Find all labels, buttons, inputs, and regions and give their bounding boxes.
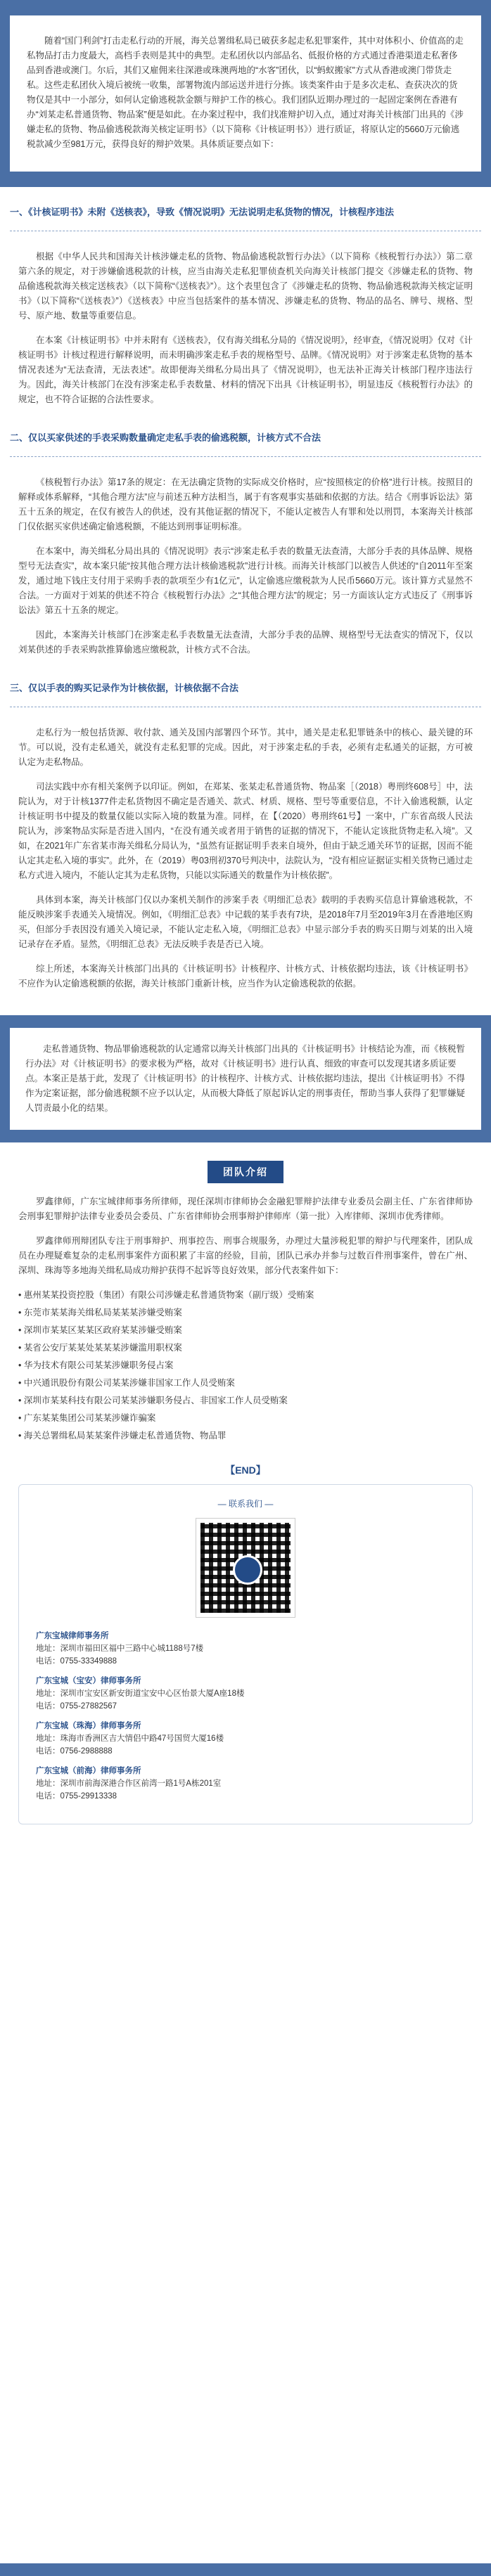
- team-section: [0, 1161, 491, 1443]
- team-heading: 团队介绍: [208, 1161, 283, 1183]
- section-2-para-3: 因此，本案海关计核部门在涉案走私手表数量无法查清，大部分手表的品牌、规格型号无法查实的情况下，仅以刘某供述的手表采购款推算偷逃应缴税款，计核方式不合法。: [18, 630, 473, 655]
- team-intro: 罗鑫律师，广东宝城律师事务所律师，现任深圳市律师协会金融犯罪辩护法律专业委员会副主任、广东省律师协会刑事犯罪辩护法律专业委员会委员、广东省律师协会刑事辩护律师库（第一批）入库律师、深圳市优秀律师。: [18, 1197, 473, 1221]
- office-item: [36, 1765, 455, 1803]
- office-item: [36, 1630, 455, 1668]
- section-3: [0, 674, 491, 1008]
- office-name: 广东宝城律师事务所: [36, 1632, 109, 1640]
- section-3-para-4: 综上所述，本案海关计核部门出具的《计核证明书》计核程序、计核方式、计核依据均违法，该《计核证明书》不应作为认定偷逃税额的依据，海关计核部门重新计核，应当作为认定偷逃税款的依据。: [18, 964, 473, 988]
- end-section: [0, 1463, 491, 1477]
- section-3-para-1: 走私行为一般包括货源、收付款、通关及国内部署四个环节。其中，通关是走私犯罪链条中的核心、最关键的环节。可以说，没有走私通关，就没有走私犯罪的完成。因此，对于涉案走私的手表，必须有走私通关的证据，方可被认定为走私物品。: [18, 728, 473, 767]
- contact-heading: — 联系我们 —: [217, 1499, 274, 1509]
- case-list: [18, 1288, 473, 1443]
- case-item: • 海关总署缉私局某某案件涉嫌走私普通货物、物品罪: [18, 1431, 227, 1441]
- case-item: • 中兴通讯股份有限公司某某涉嫌非国家工作人员受贿案: [18, 1378, 235, 1388]
- case-item: • 某省公安厅某某处某某某涉嫌滥用职权案: [18, 1343, 182, 1353]
- office-item: [36, 1720, 455, 1758]
- firm-logo-icon: [233, 1555, 262, 1585]
- intro-section: [0, 0, 491, 187]
- section-2-title: 二、仅以买家供述的手表采购数量确定走私手表的偷逃税额，计核方式不合法: [10, 432, 321, 443]
- section-1-para-1: 根据《中华人民共和国海关计核涉嫌走私的货物、物品偷逃税款暂行办法》（以下简称《核税暂行办法》）第二章第六条的规定，对于涉嫌偷逃税款的计核，应当由海关走私犯罪侦查机关向海关计核部门提交《涉嫌走私的货物、物品偷逃税款海关核定送核表》（以下简称“《送核表》”）。这个表里包含了《涉嫌走私的货物、物品偷逃税款海关核定证明书》（以下简称“《送核表》”）《送核表》中应当包括案件的基本情况、涉嫌走私的货物、物品的品名、牌号、规格、型号、原产地、数量等重要信息。: [18, 252, 473, 321]
- section-3-para-2: 司法实践中亦有相关案例予以印证。例如，在郑某、张某走私普通货物、物品案［（2018）粤刑终608号］中，法院认为，对于计核1377件走私货物因不确定是否通关、款式、材质、规格、型号等重要信息，不计入偷逃税额，认定计核证明书中提及的数量仅能以实际入境的数量为准。同样，在【（2020）粤刑终61号】一案中，广东省高级人民法院认为，涉案物品实际是否进入国内，“在没有通关或者用于销售的证据的情况下，不能认定该批货物走私入境”。又如，在2021年广东省某市海关缉私分局认为，“虽然有证据证明手表来自境外，但由于缺乏通关环节的证据，因而不能认定其走私入境的事实”。此外，在（2019）粤03刑初370号判决中，法院认为，“没有相应证据证实相关货物已通过走私方式进入境内，不能认定其为走私货物，只能以实际通关的数量作为计核依据”。: [18, 782, 473, 880]
- case-item: • 深圳市某某区某某区政府某某涉嫌受贿案: [18, 1325, 182, 1335]
- case-item: • 华为技术有限公司某某涉嫌职务侵占案: [18, 1360, 174, 1370]
- section-1: [0, 198, 491, 424]
- case-item: • 广东某某集团公司某某涉嫌诈骗案: [18, 1413, 156, 1423]
- end-label: 【END】: [225, 1464, 266, 1476]
- conclusion-paragraph: 走私普通货物、物品罪偷逃税款的认定通常以海关计核部门出具的《计核证明书》计核结论为准，而《核税暂行办法》对《计核证明书》的要求极为严格，故对《计核证明书》进行认真、细致的审查可以发现其诸多质证要点。本案正是基于此，发现了《计核证明书》的计核程序、计核方式、计核依据均违法，提出《计核证明书》不得作为定案证据，部分偷逃税额不应予以认定，从而极大降低了原起诉认定的刑事责任，帮助当事人获得了犯罪嫌疑人罚责最小化的结果。: [10, 1028, 481, 1130]
- office-phone: 电话：0755-27882567: [36, 1702, 117, 1711]
- qr-code-icon: [196, 1519, 295, 1617]
- office-phone: 电话：0756-2988888: [36, 1747, 113, 1756]
- office-phone: 电话：0755-29913338: [36, 1792, 117, 1801]
- office-name: 广东宝城（前海）律师事务所: [36, 1767, 141, 1775]
- office-item: [36, 1675, 455, 1713]
- case-item: • 深圳市某某科技有限公司某某涉嫌职务侵占、非国家工作人员受贿案: [18, 1396, 288, 1405]
- intro-paragraph: 随着“国门利剑”打击走私行动的开展，海关总署缉私局已破获多起走私犯罪案件，其中对体积小、价值高的走私物品打击力度最大，高档手表则是其中的典型。走私团伙以内部品名、低报价格的方式通过香港渠道走私奢侈品到香港或澳门。尔后，其们又雇佣来往深港或珠澳两地的“水客”团伙，以“蚂蚁搬家”方式从香港或澳门带货走私。这些走私团伙入境后被统一收集，部署物流内部运送并进行分拣。该类案件由于是多次走私、查获决次的货物仅是其中一小部分，如何认定偷逃税款金额与辩护工作的核心。我们团队近期办理过的一起固定案例在香港有办“刘某走私普通货物、物品案”便是如此。在办案过程中，我们找准辩护切入点，通过对海关计核部门出具的《涉嫌走私的货物、物品偷逃税款海关核定证明书》（以下简称《计核证明书》）进行质证，将原认定的5660万元偷逃税款减少至981万元，获得良好的辩护效果。具体质证要点如下：: [10, 15, 481, 172]
- contact-card: [18, 1484, 473, 1824]
- section-1-para-2: 在本案《计核证明书》中并未附有《送核表》，仅有海关缉私分局的《情况说明》，经审查，《情况说明》仅对《计核证明书》计核过程进行解释说明，而未明确涉案走私手表的规格型号、品牌。《情况说明》对于涉案走私货物的基本情况表述为“无法查清，无法表述”。故即便海关缉私分局出具了《情况说明》，也无法补正海关计核部门程序违法行为。因此，海关计核部门在没有涉案走私手表数量、材料的情况下出具《计核证明书》，明显违反《核税暂行办法》的规定，也不符合证据的合法性要求。: [18, 335, 473, 404]
- office-address: 地址：珠海市香洲区吉大情侣中路47号国贸大厦16楼: [36, 1734, 224, 1743]
- conclusion-section: [0, 1015, 491, 1142]
- office-name: 广东宝城（宝安）律师事务所: [36, 1677, 141, 1685]
- office-name: 广东宝城（珠海）律师事务所: [36, 1722, 141, 1730]
- footer-bar: [0, 2563, 491, 2576]
- section-3-para-3: 具体到本案，海关计核部门仅以办案机关制作的涉案手表《明细汇总表》载明的手表购买信息计算偷逃税款，不能反映涉案手表通关入境情况。例如，《明细汇总表》中记载的某手表有7块，是2018年7月至2019年3月在香港地区购买，但部分手表因没有通关入境记录，不能认定走私入境，《明细汇总表》中显示部分手表的购买日期与刘某的出入境记录存在矛盾。显然，《明细汇总表》无法反映手表是否已入境。: [18, 895, 473, 949]
- section-2: [0, 424, 491, 674]
- section-3-title: 三、仅以手表的购买记录作为计核依据，计核依据不合法: [10, 683, 239, 693]
- case-item: • 惠州某某投资控股（集团）有限公司涉嫌走私普通货物案（副厅级）受贿案: [18, 1290, 314, 1300]
- office-phone: 电话：0755-33349888: [36, 1657, 117, 1666]
- office-address: 地址：深圳市福田区福中三路中心城1188号7楼: [36, 1644, 204, 1653]
- section-1-title: 一、《计核证明书》未附《送核表》，导致《情况说明》无法说明走私货物的情况，计核程序违法: [10, 207, 395, 217]
- section-2-para-2: 在本案中，海关缉私分局出具的《情况说明》表示“涉案走私手表的数量无法查清，大部分手表的具体品牌、规格型号无法查实”，故本案只能“按其他合理方法计核偷逃税款”进行计核。而海关计核部门以被告人供述的“自2011年至案发，通过地下钱庄支付用于采购手表的款项至少有1亿元”，认定偷逃应缴税款为人民币5660万元。该计算方式显然不合法。一方面对于刘某的供述不符合《核税暂行办法》之“其他合理方法”的规定；另一方面该认定方式违反了《刑事诉讼法》第五十五条的规定。: [18, 546, 473, 615]
- team-desc: 罗鑫律师刑辩团队专注于刑事辩护、刑事控告、刑事合规服务，办理过大量涉税犯罪的辩护与代理案件，团队成员在办理疑难复杂的走私刑事案件方面积累了丰富的经验，目前，团队已承办并参与过数百件刑事案件，曾在广州、深圳、珠海等多地海关缉私局成功辩护获得不起诉等良好效果，部分代表案件如下：: [18, 1236, 473, 1275]
- case-item: • 东莞市某某海关缉私局某某某涉嫌受贿案: [18, 1308, 182, 1318]
- office-address: 地址：深圳市宝安区新安街道宝安中心区怡景大厦A座18楼: [36, 1689, 245, 1698]
- section-2-para-1: 《核税暂行办法》第17条的规定：在无法确定货物的实际成交价格时，应“按照核定的价格”进行计核。按照目的解释或体系解释，“其他合理方法”应与前述五种方法相当，属于有客观事实基础和依据的方法。结合《刑事诉讼法》第五十五条的规定，在仅有被告人的供述，没有其他证据的情况下，不能认定被告人有罪和处以刑罚，本案海关计核部门仅依据买家供述确定偷逃税额，不能达到刑事证明标准。: [18, 477, 473, 532]
- office-address: 地址：深圳市前海深港合作区前湾一路1号A栋201室: [36, 1779, 222, 1788]
- divider: [10, 456, 481, 457]
